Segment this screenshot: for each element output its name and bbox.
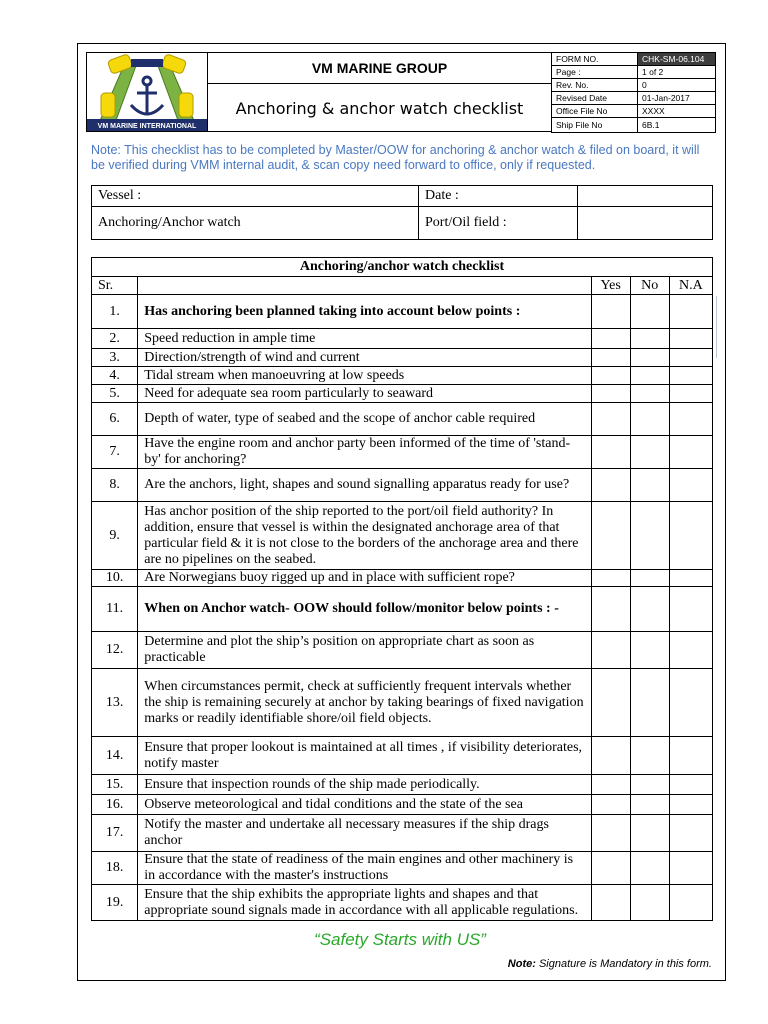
no-checkbox-cell[interactable] [630, 295, 669, 329]
row-number: 15. [92, 775, 138, 795]
sr-header: Sr. [92, 277, 138, 295]
row-number: 9. [92, 502, 138, 570]
company-logo [86, 52, 208, 132]
na-header: N.A [669, 277, 712, 295]
meta-key: Page : [552, 66, 638, 79]
checklist-item-text: Determine and plot the ship’s position on appropriate chart as soon as practicable [138, 632, 591, 669]
checklist-row [92, 502, 713, 570]
row-number: 7. [92, 436, 138, 469]
meta-row [552, 66, 716, 79]
row-number: 1. [92, 295, 138, 329]
meta-key: Rev. No. [552, 79, 638, 92]
no-checkbox-cell[interactable] [630, 737, 669, 775]
no-checkbox-cell[interactable] [630, 669, 669, 737]
na-checkbox-cell[interactable] [669, 502, 712, 570]
yes-checkbox-cell[interactable] [591, 587, 630, 632]
row-number: 19. [92, 885, 138, 921]
date-label: Date : [419, 186, 578, 207]
checklist-item-text: Ensure that the ship exhibits the appropriate lights and shapes and that appropriate sound signals made in accordance with all applicable regulations. [138, 885, 591, 921]
no-checkbox-cell[interactable] [630, 469, 669, 502]
yes-checkbox-cell[interactable] [591, 403, 630, 436]
na-checkbox-cell[interactable] [669, 587, 712, 632]
row-number: 16. [92, 795, 138, 815]
meta-row [552, 118, 716, 133]
checklist-item-text: Has anchor position of the ship reported to the port/oil field authority? In addition, ensure that vessel is within the designated anchorage area of that particular field & it is not close to the borders of the anchorage area and there are no pipelines on the seabed. [138, 502, 591, 570]
na-checkbox-cell[interactable] [669, 349, 712, 367]
safety-slogan: “Safety Starts with US” [314, 930, 486, 949]
checklist-caption: Anchoring/anchor watch checklist [92, 258, 713, 277]
item-header [138, 277, 591, 295]
meta-key: Ship File No [552, 118, 638, 133]
meta-key: Revised Date [552, 92, 638, 105]
document-title: Anchoring & anchor watch checklist [235, 99, 524, 118]
yes-checkbox-cell[interactable] [591, 385, 630, 403]
row-number: 13. [92, 669, 138, 737]
yes-checkbox-cell[interactable] [591, 367, 630, 385]
row-number: 2. [92, 329, 138, 349]
checklist-row [92, 885, 713, 921]
no-checkbox-cell[interactable] [630, 885, 669, 921]
no-checkbox-cell[interactable] [630, 403, 669, 436]
yes-checkbox-cell[interactable] [591, 815, 630, 852]
checklist-item-text: Ensure that proper lookout is maintained at all times , if visibility deteriorates, notify master [138, 737, 591, 775]
meta-row [552, 53, 716, 66]
checklist-row [92, 737, 713, 775]
no-header: No [630, 277, 669, 295]
checklist-item-text: Ensure that inspection rounds of the ship made periodically. [138, 775, 591, 795]
yes-checkbox-cell[interactable] [591, 329, 630, 349]
row-number: 6. [92, 403, 138, 436]
na-checkbox-cell[interactable] [669, 403, 712, 436]
na-checkbox-cell[interactable] [669, 775, 712, 795]
yes-checkbox-cell[interactable] [591, 737, 630, 775]
na-checkbox-cell[interactable] [669, 329, 712, 349]
na-checkbox-cell[interactable] [669, 295, 712, 329]
checklist-item-text: Observe meteorological and tidal conditions and the state of the sea [138, 795, 591, 815]
meta-value: 01-Jan-2017 [638, 92, 716, 105]
no-checkbox-cell[interactable] [630, 587, 669, 632]
na-checkbox-cell[interactable] [669, 367, 712, 385]
no-checkbox-cell[interactable] [630, 502, 669, 570]
na-checkbox-cell[interactable] [669, 570, 712, 587]
checklist-table [91, 257, 713, 921]
date-field[interactable] [578, 186, 713, 207]
no-checkbox-cell[interactable] [630, 852, 669, 885]
no-checkbox-cell[interactable] [630, 385, 669, 403]
yes-checkbox-cell[interactable] [591, 295, 630, 329]
row-number: 11. [92, 587, 138, 632]
na-checkbox-cell[interactable] [669, 632, 712, 669]
row-number: 4. [92, 367, 138, 385]
row-number: 8. [92, 469, 138, 502]
row-number: 18. [92, 852, 138, 885]
yes-checkbox-cell[interactable] [591, 885, 630, 921]
row-number: 14. [92, 737, 138, 775]
vessel-info-table [91, 185, 713, 240]
yes-checkbox-cell[interactable] [591, 632, 630, 669]
na-checkbox-cell[interactable] [669, 436, 712, 469]
checklist-item-text: Are the anchors, light, shapes and sound signalling apparatus ready for use? [138, 469, 591, 502]
yes-checkbox-cell[interactable] [591, 570, 630, 587]
yes-checkbox-cell[interactable] [591, 775, 630, 795]
na-checkbox-cell[interactable] [669, 885, 712, 921]
meta-key: Office File No [552, 105, 638, 118]
no-checkbox-cell[interactable] [630, 815, 669, 852]
checklist-item-text: Have the engine room and anchor party been informed of the time of 'stand-by' for anchoring? [138, 436, 591, 469]
checklist-item-text: Speed reduction in ample time [138, 329, 591, 349]
no-checkbox-cell[interactable] [630, 775, 669, 795]
na-checkbox-cell[interactable] [669, 669, 712, 737]
checklist-row [92, 385, 713, 403]
checklist-row [92, 775, 713, 795]
checklist-item-text: Need for adequate sea room particularly to seaward [138, 385, 591, 403]
meta-value: 1 of 2 [638, 66, 716, 79]
checklist-item-text: When on Anchor watch- OOW should follow/monitor below points : - [138, 587, 591, 632]
row-number: 12. [92, 632, 138, 669]
no-checkbox-cell[interactable] [630, 632, 669, 669]
port-field[interactable] [578, 207, 713, 240]
meta-value: 0 [638, 79, 716, 92]
checklist-row [92, 436, 713, 469]
meta-value: 6B.1 [638, 118, 716, 133]
checklist-row [92, 295, 713, 329]
checklist-row [92, 570, 713, 587]
meta-value: XXXX [638, 105, 716, 118]
yes-checkbox-cell[interactable] [591, 795, 630, 815]
yes-checkbox-cell[interactable] [591, 436, 630, 469]
na-checkbox-cell[interactable] [669, 815, 712, 852]
na-checkbox-cell[interactable] [669, 385, 712, 403]
meta-row [552, 79, 716, 92]
meta-value: CHK-SM-06.104 [638, 53, 716, 66]
no-checkbox-cell[interactable] [630, 436, 669, 469]
checklist-item-text: Depth of water, type of seabed and the scope of anchor cable required [138, 403, 591, 436]
no-checkbox-cell[interactable] [630, 570, 669, 587]
checklist-row [92, 587, 713, 632]
checklist-item-text: Tidal stream when manoeuvring at low speeds [138, 367, 591, 385]
title-block [208, 52, 551, 132]
instruction-note: Note: This checklist has to be completed by Master/OOW for anchoring & anchor watch & filed on board, it will be verified during VMM internal audit, & scan copy need forward to office, only if requested. [91, 143, 700, 172]
checklist-item-text: Ensure that the state of readiness of the main engines and other machinery is in accordance with the master's instructions [138, 852, 591, 885]
checklist-row [92, 669, 713, 737]
company-name: VM MARINE GROUP [208, 53, 551, 84]
meta-row [552, 92, 716, 105]
row-number: 10. [92, 570, 138, 587]
na-checkbox-cell[interactable] [669, 852, 712, 885]
meta-key: FORM NO. [552, 53, 638, 66]
no-checkbox-cell[interactable] [630, 367, 669, 385]
na-checkbox-cell[interactable] [669, 737, 712, 775]
note-text: Signature is Mandatory in this form. [538, 958, 712, 970]
signature-note [508, 958, 712, 970]
na-checkbox-cell[interactable] [669, 795, 712, 815]
row-number: 3. [92, 349, 138, 367]
row-number: 5. [92, 385, 138, 403]
no-checkbox-cell[interactable] [630, 349, 669, 367]
checklist-row [92, 349, 713, 367]
checklist-row [92, 469, 713, 502]
no-checkbox-cell[interactable] [630, 329, 669, 349]
checklist-row [92, 795, 713, 815]
checklist-row [92, 367, 713, 385]
port-label: Port/Oil field : [419, 207, 578, 240]
svg-text:VM MARINE INTERNATIONAL: VM MARINE INTERNATIONAL [97, 123, 197, 130]
activity-label: Anchoring/Anchor watch [92, 207, 419, 240]
checklist-row [92, 632, 713, 669]
yes-checkbox-cell[interactable] [591, 852, 630, 885]
checklist-row [92, 815, 713, 852]
checklist-row [92, 852, 713, 885]
meta-row [552, 105, 716, 118]
checklist-item-text: Are Norwegians buoy rigged up and in place with sufficient rope? [138, 570, 591, 587]
yes-checkbox-cell[interactable] [591, 502, 630, 570]
checklist-row [92, 403, 713, 436]
yes-checkbox-cell[interactable] [591, 469, 630, 502]
checklist-item-text: Direction/strength of wind and current [138, 349, 591, 367]
checklist-item-text: When circumstances permit, check at sufficiently frequent intervals whether the ship is remaining securely at anchor by taking bearings of fixed navigation marks or readily identifiable shore/oil field objects. [138, 669, 591, 737]
checklist-item-text: Has anchoring been planned taking into account below points : [138, 295, 591, 329]
form-meta-table [551, 52, 716, 133]
checklist-row [92, 329, 713, 349]
yes-header: Yes [591, 277, 630, 295]
note-label: Note: [507, 958, 536, 970]
na-checkbox-cell[interactable] [669, 469, 712, 502]
yes-checkbox-cell[interactable] [591, 669, 630, 737]
edge-mark [716, 296, 717, 358]
no-checkbox-cell[interactable] [630, 795, 669, 815]
checklist-item-text: Notify the master and undertake all necessary measures if the ship drags anchor [138, 815, 591, 852]
yes-checkbox-cell[interactable] [591, 349, 630, 367]
row-number: 17. [92, 815, 138, 852]
vessel-label: Vessel : [92, 186, 419, 207]
